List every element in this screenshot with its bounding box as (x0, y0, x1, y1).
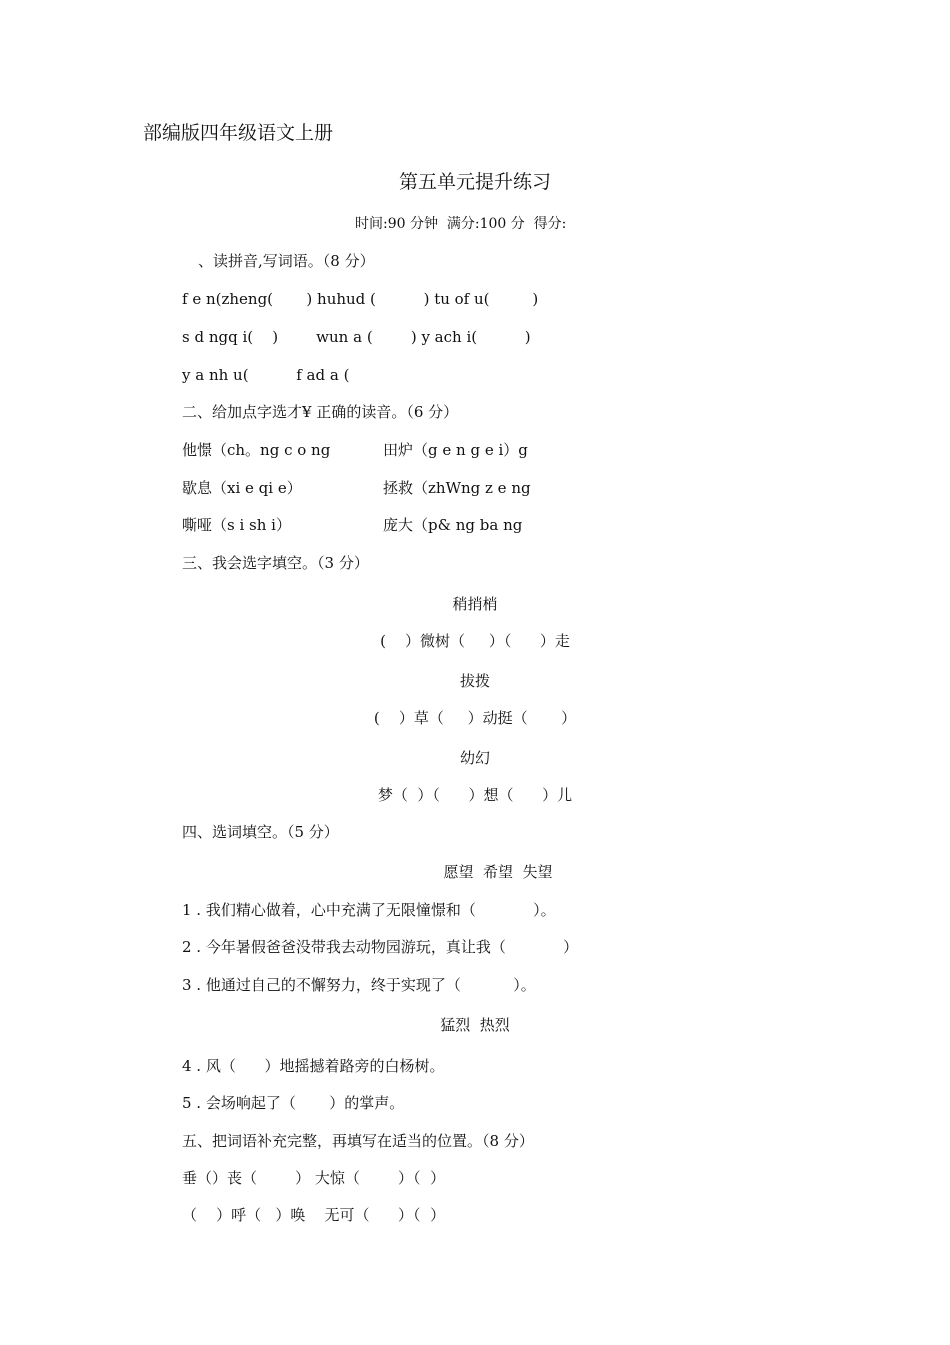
reading-item: 拯救（zhWng z e ng (383, 479, 531, 497)
char-choices: 拔拨 (459, 672, 490, 690)
reading-item: 嘶哑（s i sh i） (182, 516, 291, 534)
section3-heading: 三、我会选字填空。（3 分） (182, 554, 369, 572)
reading-item: 他憬（ch。ng c o ng (182, 441, 331, 459)
unit-title: 第五单元提升练习 (398, 171, 551, 193)
fill-blanks: ( ）草（ ）动挺（ ） (373, 709, 577, 727)
sentence-item: 1 . 我们精心做着，心中充满了无限憧憬和（ ）。 (182, 901, 556, 919)
sentence-item: 3 . 他通过自己的不懈努力，终于实现了（ ）。 (182, 976, 536, 994)
reading-item: 庞大（p& ng ba ng (383, 516, 523, 534)
section1-heading: 、读拼音,写词语。（8 分） (198, 252, 375, 270)
word-choices: 愿望 希望 失望 (443, 863, 553, 881)
sentence-item: 4 . 风（ ）地摇撼着路旁的白杨树。 (182, 1057, 445, 1075)
idiom-row: （ ）呼（ ）唤 无可（ ）（ ） (182, 1206, 446, 1224)
exam-meta: 时间:90 分钟 满分:100 分 得分: (355, 216, 567, 232)
fill-blanks: 梦（ ）（ ）想（ ）儿 (377, 786, 573, 804)
section2-heading: 二、给加点字选才¥ 正确的读音。（6 分） (182, 403, 459, 421)
reading-item: 歇息（xi e qi e） (182, 479, 302, 497)
char-choices: 稍捎梢 (452, 595, 498, 613)
reading-item: 田炉（g e n g e i）g (383, 441, 528, 459)
section4-heading: 四、选词填空。（5 分） (182, 823, 339, 841)
pinyin-row: f e n(zheng( ) huhud ( ) tu of u( ) (182, 290, 539, 308)
sentence-item: 2 . 今年暑假爸爸没带我去动物园游玩，真让我（ ） (182, 938, 579, 956)
pinyin-row: y a nh u( f ad a ( (182, 366, 350, 384)
section5-heading: 五、把词语补充完整，再填写在适当的位置。（8 分） (182, 1132, 534, 1150)
word-choices: 猛烈 热烈 (440, 1016, 510, 1034)
sentence-item: 5 . 会场响起了（ ）的掌声。 (182, 1094, 405, 1112)
char-choices: 幼幻 (459, 749, 490, 767)
fill-blanks: ( ）微树（ ）（ ）走 (380, 632, 570, 650)
pinyin-row: s d ngq i( ) wun a ( ) y ach i( ) (182, 328, 531, 346)
doc-title: 部编版四年级语文上册 (143, 122, 334, 144)
idiom-row: 垂（）丧（ ） 大惊（ ）（ ） (182, 1169, 446, 1187)
